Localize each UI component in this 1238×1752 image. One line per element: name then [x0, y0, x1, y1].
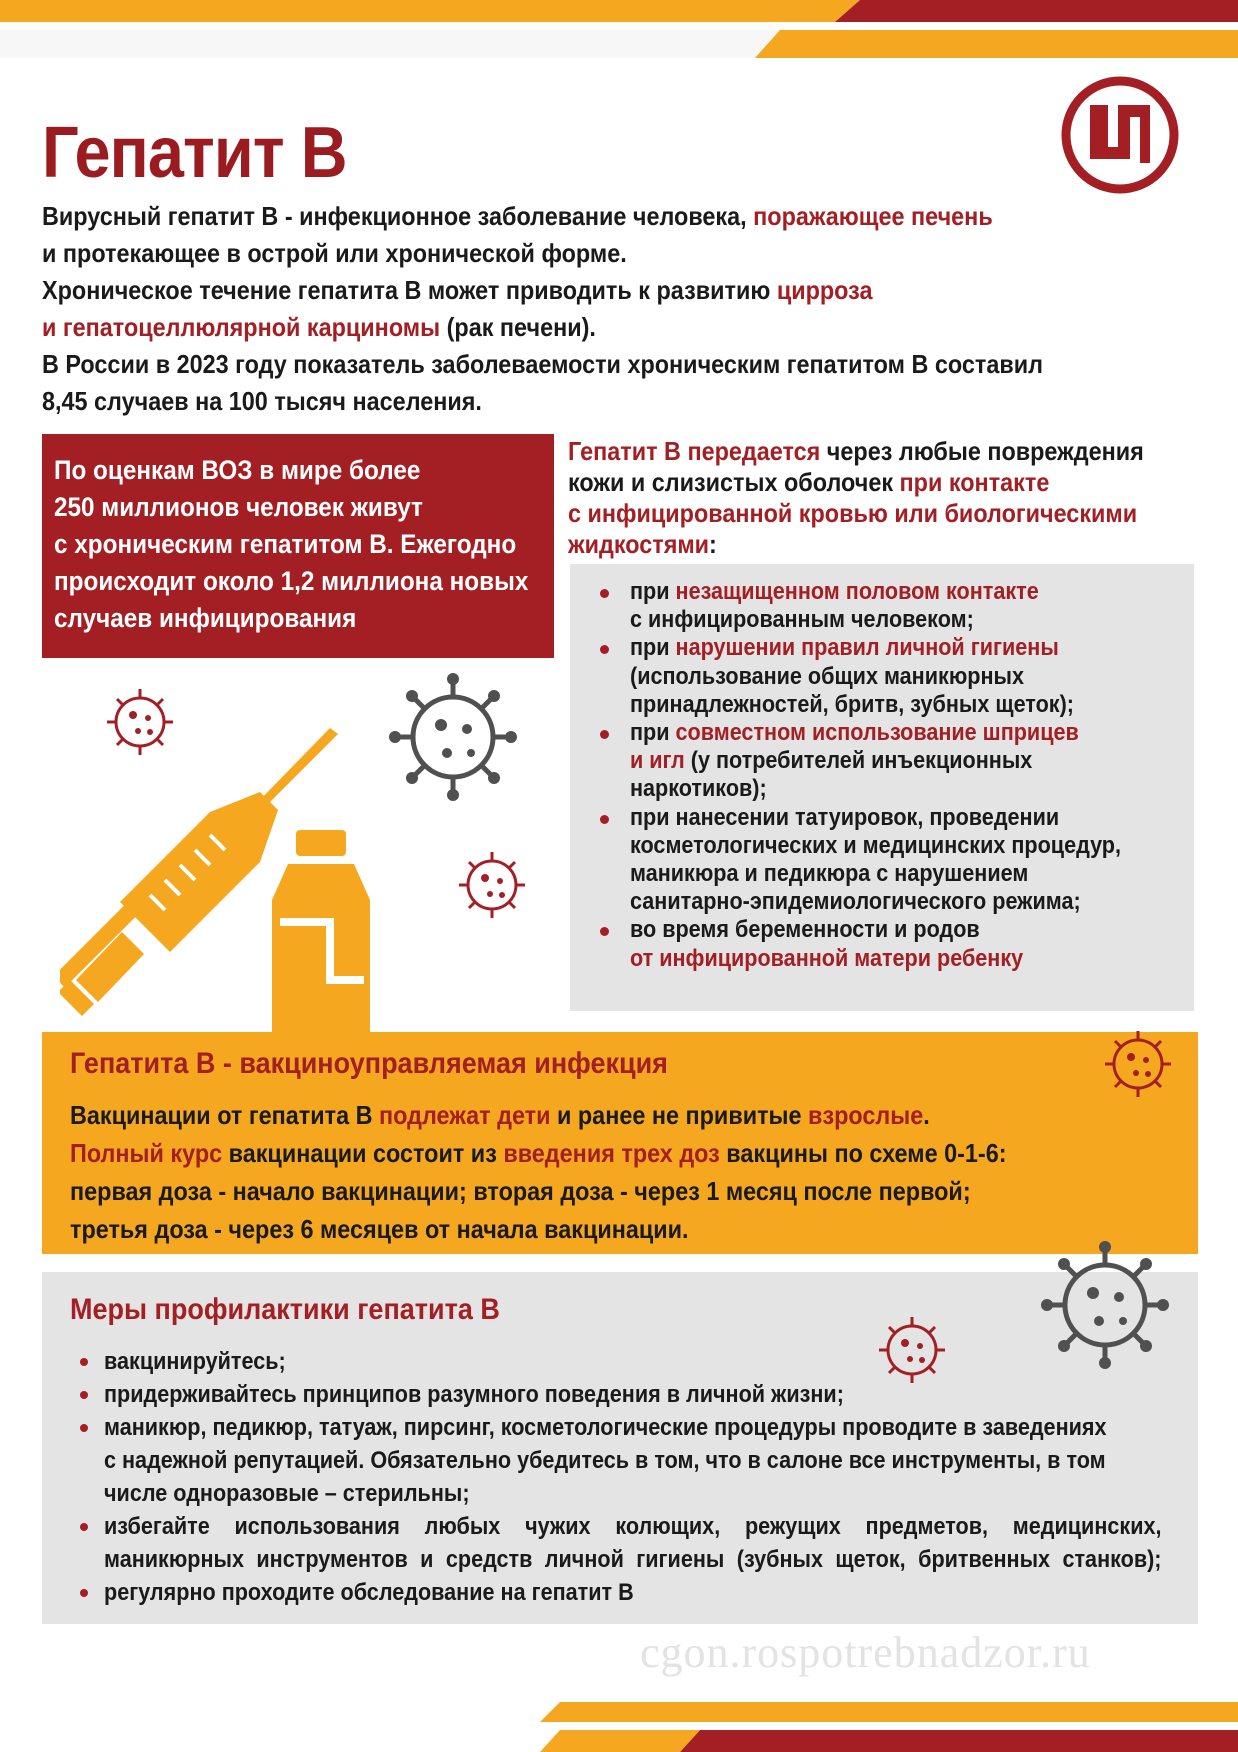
- virus-icon: [100, 682, 180, 762]
- vaccination-line: [70, 1210, 1007, 1248]
- bullet-icon: [80, 1358, 88, 1366]
- list-item-line: маникюр, педикюр, татуаж, пирсинг, косметологические процедуры проводите в заведениях: [104, 1414, 1107, 1441]
- list-item-line: придерживайтесь принципов разумного поведения в личной жизни;: [104, 1381, 844, 1408]
- vaccination-title: Гепатита В - вакциноуправляемая инфекция: [70, 1047, 668, 1080]
- transmission-heading-line: [568, 498, 1144, 529]
- transmission-list: [596, 578, 1186, 973]
- text-segment: 8,45 случаев на 100 тысяч населения.: [42, 386, 482, 416]
- list-item-line: [630, 747, 1130, 775]
- intro-line: [42, 272, 1077, 309]
- highlight-text: от инфицированной матери ребенку: [630, 944, 1024, 972]
- list-item: [596, 719, 1186, 804]
- list-item-line: регулярно проходите обследование на гепатит В: [104, 1579, 634, 1606]
- vial-icon: [270, 830, 380, 1040]
- highlight-text: Гепатит В передается: [568, 436, 821, 466]
- text-segment: первая доза - начало вакцинации; вторая доза - через 1 месяц после первой;: [70, 1176, 971, 1206]
- who-line: 250 миллионов человек живут: [54, 492, 423, 522]
- bullet-icon: [80, 1589, 88, 1597]
- highlight-text: нарушении правил личной гигиены: [675, 634, 1059, 662]
- list-item-line: [630, 634, 1130, 662]
- footer-stripes: [0, 1692, 1238, 1752]
- who-line: с хроническим гепатитом В. Ежегодно: [54, 529, 517, 559]
- bullet-icon: [600, 730, 609, 739]
- intro-line: [42, 198, 1077, 235]
- list-item-line: избегайте использования любых чужих колющих, режущих предметов, медицинских,: [104, 1513, 1162, 1540]
- text-segment: вакцинации состоит из: [222, 1138, 504, 1168]
- virus-icon: [452, 845, 532, 925]
- list-item-line: [630, 691, 1130, 719]
- highlight-text: взрослые: [808, 1100, 924, 1130]
- list-item: [74, 1576, 1184, 1609]
- highlight-text: при контакте: [899, 467, 1050, 497]
- list-item: [74, 1345, 1184, 1378]
- text-segment: и протекающее в острой или хронической форме.: [42, 238, 627, 268]
- highlight-text: Полный курс: [70, 1138, 223, 1168]
- text-segment: кожи и слизистых оболочек: [568, 467, 900, 497]
- text-segment: Вирусный гепатит В - инфекционное заболевание человека,: [42, 201, 754, 231]
- list-item: [596, 634, 1186, 719]
- text-segment: с инфицированным человеком;: [630, 606, 974, 634]
- list-item: [74, 1411, 1184, 1510]
- virus-icon: [1098, 1024, 1178, 1104]
- vaccination-line: [70, 1096, 1007, 1134]
- text-segment: третья доза - через 6 месяцев от начала вакцинации.: [70, 1214, 689, 1244]
- text-segment: косметологических и медицинских процедур,: [630, 831, 1122, 859]
- vaccination-line: [70, 1134, 1007, 1172]
- transmission-heading-line: [568, 529, 1144, 560]
- highlight-text: жидкостями: [568, 529, 710, 559]
- text-segment: вакцины по схеме 0-1-6:: [719, 1138, 1007, 1168]
- bullet-icon: [80, 1391, 88, 1399]
- bullet-icon: [600, 645, 609, 654]
- list-item-line: [630, 945, 1130, 973]
- list-item-line: [630, 606, 1130, 634]
- list-item-line: [630, 804, 1130, 832]
- bullet-icon: [80, 1523, 88, 1531]
- list-item: [596, 804, 1186, 917]
- page-title: Гепатит В: [42, 113, 347, 193]
- transmission-heading-line: [568, 467, 1144, 498]
- list-item: [596, 578, 1186, 634]
- text-segment: принадлежностей, бритв, зубных щеток);: [630, 690, 1074, 718]
- list-item-line: [630, 832, 1130, 860]
- transmission-heading-line: [568, 436, 1144, 467]
- bullet-icon: [600, 589, 609, 598]
- intro-line: [42, 346, 1077, 383]
- text-segment: В России в 2023 году показатель заболеваемости хроническим гепатитом В составил: [42, 349, 1044, 379]
- list-item: [74, 1510, 1184, 1576]
- highlight-text: поражающее печень: [753, 201, 993, 231]
- text-segment: санитарно-эпидемиологического режима;: [630, 888, 1081, 916]
- highlight-text: и игл: [630, 747, 685, 775]
- list-item-line: [630, 578, 1130, 606]
- virus-icon: [388, 672, 518, 802]
- intro-line: [42, 235, 1077, 272]
- text-segment: Хроническое течение гепатита В может приводить к развитию: [42, 275, 777, 305]
- highlight-text: совместном использование шприцев: [675, 719, 1079, 747]
- list-item-line: [630, 663, 1130, 691]
- bullet-icon: [80, 1424, 88, 1432]
- list-item-line: числе одноразовые – стерильны;: [104, 1480, 470, 1507]
- highlight-text: незащищенном половом контакте: [675, 578, 1039, 605]
- text-segment: при: [630, 719, 676, 747]
- bullet-icon: [600, 927, 609, 936]
- list-item-line: вакцинируйтесь;: [104, 1348, 286, 1375]
- vaccination-text: [70, 1096, 1111, 1248]
- highlight-text: введения трех доз: [503, 1138, 720, 1168]
- who-line: происходит около 1,2 миллиона новых: [54, 566, 529, 596]
- text-segment: через любые повреждения: [820, 436, 1144, 466]
- text-segment: наркотиков);: [630, 775, 767, 803]
- text-segment: при: [630, 578, 676, 605]
- text-segment: .: [923, 1100, 930, 1130]
- intro-text: [42, 198, 1192, 420]
- highlight-text: и гепатоцеллюлярной карциномы: [42, 312, 441, 342]
- bullet-icon: [600, 815, 609, 824]
- footer-url: cgon.rospotrebnadzor.ru: [640, 1628, 1091, 1677]
- highlight-text: подлежат дети: [379, 1100, 551, 1130]
- text-segment: во время беременности и родов: [630, 916, 980, 944]
- list-item-line: [630, 719, 1130, 747]
- text-segment: Вакцинации от гепатита В: [70, 1100, 380, 1130]
- text-segment: (использование общих маникюрных: [630, 662, 1024, 690]
- intro-line: [42, 383, 1077, 420]
- text-segment: (рак печени).: [440, 312, 596, 342]
- text-segment: и ранее не привитые: [550, 1100, 809, 1130]
- prevention-list: [74, 1345, 1184, 1609]
- text-segment: маникюра и педикюра с нарушением: [630, 860, 1029, 888]
- list-item-line: маникюрных инструментов и средств личной гигиены (зубных щеток, бритвенных станков);: [104, 1546, 1162, 1573]
- prevention-title: Меры профилактики гепатита В: [70, 1293, 500, 1326]
- list-item-line: [630, 860, 1130, 888]
- who-line: По оценкам ВОЗ в мире более: [54, 455, 421, 485]
- vaccination-line: [70, 1172, 1007, 1210]
- list-item: [596, 916, 1186, 972]
- text-segment: при нанесении татуировок, проведении: [630, 803, 1060, 831]
- highlight-text: с инфицированной кровью или биологическими: [568, 498, 1138, 528]
- text-segment: при: [630, 634, 676, 662]
- logo-emblem: [1060, 75, 1180, 195]
- highlight-text: цирроза: [776, 275, 873, 305]
- list-item-line: [630, 888, 1130, 916]
- text-segment: (у потребителей инъекционных: [684, 747, 1033, 775]
- list-item-line: [630, 916, 1130, 944]
- who-stat-box: [42, 434, 554, 658]
- list-item-line: с надежной репутацией. Обязательно убедитесь в том, что в салоне все инструменты, в том: [104, 1447, 1106, 1474]
- header-stripes: [0, 0, 1238, 60]
- intro-line: [42, 309, 1077, 346]
- list-item-line: [630, 775, 1130, 803]
- who-line: случаев инфицирования: [54, 603, 357, 633]
- list-item: [74, 1378, 1184, 1411]
- transmission-heading: [568, 436, 1208, 560]
- text-segment: :: [709, 529, 717, 559]
